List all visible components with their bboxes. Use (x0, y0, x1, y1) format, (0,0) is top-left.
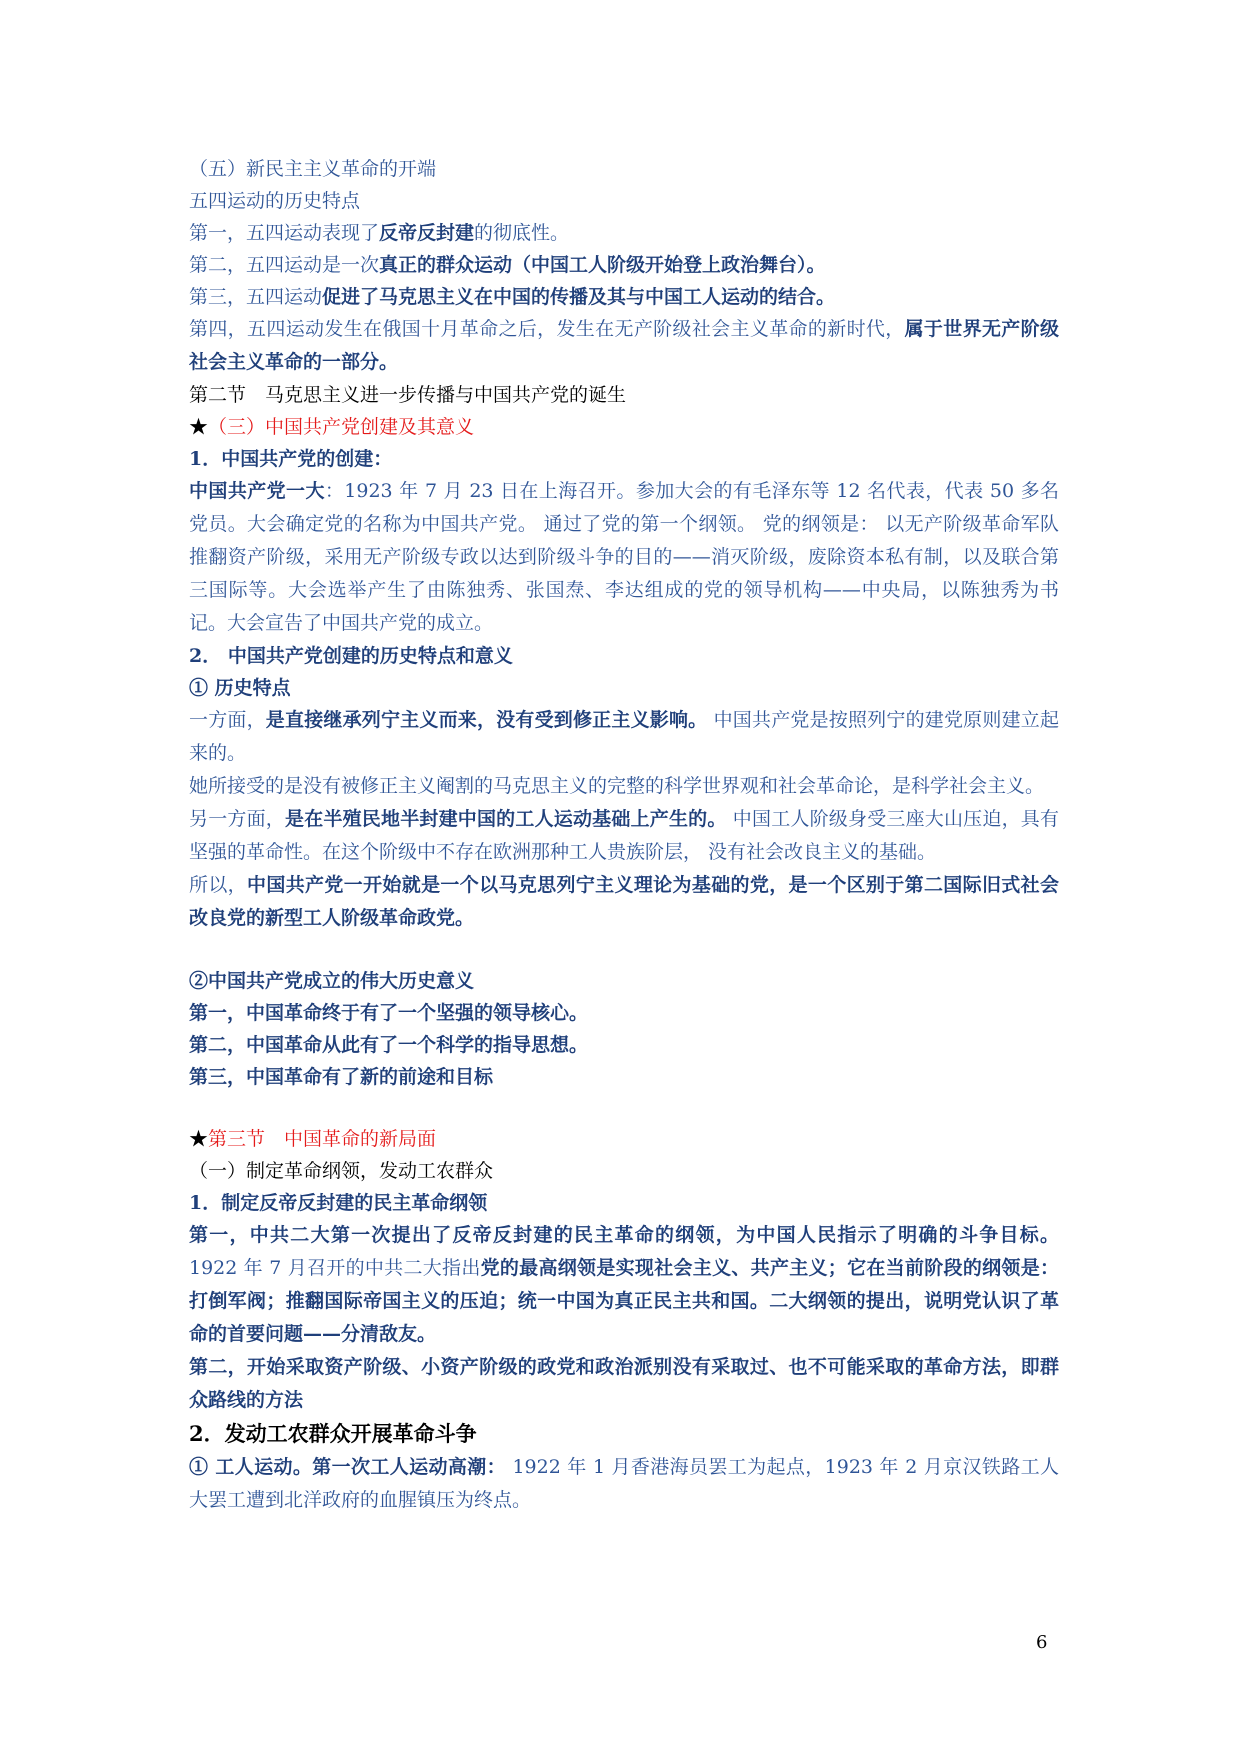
paragraph-other-side: 另一方面，是在半殖民地半封建中国的工人运动基础上产生的。 中国工人阶级身受三座大山压迫，具有坚强的革命性。在这个阶级中不存在欧洲那种工人贵族阶层， 没有社会改良主义的基础。 (189, 808, 1059, 863)
section-3-subtitle: （一）制定革命纲领，发动工农群众 (189, 1160, 494, 1182)
heading-program: 1．制定反帝反封建的民主革命纲领 (189, 1192, 488, 1214)
star-icon: ★ (189, 416, 209, 438)
section-3-title: ★第三节 中国革命的新局面 (189, 1128, 437, 1150)
section-2-subtitle: ★（三）中国共产党创建及其意义 (189, 416, 475, 438)
feature-paragraph-1: 第一，五四运动表现了反帝反封建的彻底性。 (189, 222, 570, 244)
page-number: 6 (1036, 1632, 1048, 1653)
subheading-may-fourth: 五四运动的历史特点 (189, 190, 361, 212)
star-icon: ★ (189, 1128, 209, 1150)
paragraph-therefore: 所以，中国共产党一开始就是一个以马克思列宁主义理论为基础的党，是一个区别于第二国际旧式社会改良党的新型工人阶级革命政党。 (189, 874, 1059, 929)
significance-item-3: 第三，中国革命有了新的前途和目标 (189, 1066, 494, 1088)
feature-paragraph-3: 第三，五四运动促进了马克思主义在中国的传播及其与中国工人运动的结合。 (189, 286, 836, 308)
paragraph-marxism: 她所接受的是没有被修正主义阉割的马克思主义的完整的科学世界观和社会革命论，是科学社会主义。 (189, 775, 1045, 797)
spacer (189, 1093, 1059, 1123)
page-content (189, 153, 1059, 1517)
feature-paragraph-2: 第二，五四运动是一次真正的群众运动（中国工人阶级开始登上政治舞台）。 (189, 254, 826, 276)
paragraph-mass-line: 第二，开始采取资产阶级、小资产阶级的政党和政治派别没有采取过、也不可能采取的革命方法，即群众路线的方法 (189, 1356, 1059, 1411)
significance-item-2: 第二，中国革命从此有了一个科学的指导思想。 (189, 1034, 589, 1056)
paragraph-second-congress: 第一，中共二大第一次提出了反帝反封建的民主革命的纲领，为中国人民指示了明确的斗争目标。 1922 年 7 月召开的中共二大指出党的最高纲领是实现社会主义、共产主义；它在当前阶段的纲领是：打倒军阀；推翻国际帝国主义的压迫；统一中国为真正民主共和国。二大纲领的提出，说明党认识了革命的首要问题——分清敌友。 (189, 1224, 1059, 1345)
section-2-title: 第二节 马克思主义进一步传播与中国共产党的诞生 (189, 384, 627, 406)
spacer (189, 935, 1059, 965)
heading-significance: ②中国共产党成立的伟大历史意义 (189, 970, 475, 992)
heading-mobilize: 2．发动工农群众开展革命斗争 (189, 1421, 477, 1446)
paragraph-one-side: 一方面，是直接继承列宁主义而来，没有受到修正主义影响。 中国共产党是按照列宁的建党原则建立起来的。 (189, 709, 1059, 764)
significance-item-1: 第一，中国革命终于有了一个坚强的领导核心。 (189, 1002, 589, 1024)
heading-party-founding: 1．中国共产党的创建： (189, 448, 393, 470)
feature-paragraph-4: 第四，五四运动发生在俄国十月革命之后，发生在无产阶级社会主义革命的新时代，属于世界无产阶级社会主义革命的一部分。 (189, 318, 1059, 373)
paragraph-workers-movement: ① 工人运动。第一次工人运动高潮： 1922 年 1 月香港海员罢工为起点，1923 年 2 月京汉铁路工人大罢工遭到北洋政府的血腥镇压为终点。 (189, 1456, 1059, 1511)
section-title-5: （五）新民主主义革命的开端 (189, 158, 437, 180)
heading-historical-features: ① 历史特点 (189, 677, 291, 699)
heading-features-significance: 2． 中国共产党创建的历史特点和意义 (189, 645, 513, 667)
first-congress-paragraph: 中国共产党一大：1923 年 7 月 23 日在上海召开。参加大会的有毛泽东等 12 名代表，代表 50 多名党员。大会确定党的名称为中国共产党。 通过了党的第一个纲领。 党的纲领是： 以无产阶级革命军队推翻资产阶级，采用无产阶级专政以达到阶级斗争的目的——消灭阶级，废除资本私有制，以及联合第三国际等。大会选举产生了由陈独秀、张国焘、李达组成的党的领导机构——中央局，以陈独秀为书记。大会宣告了中国共产党的成立。 (189, 480, 1059, 634)
